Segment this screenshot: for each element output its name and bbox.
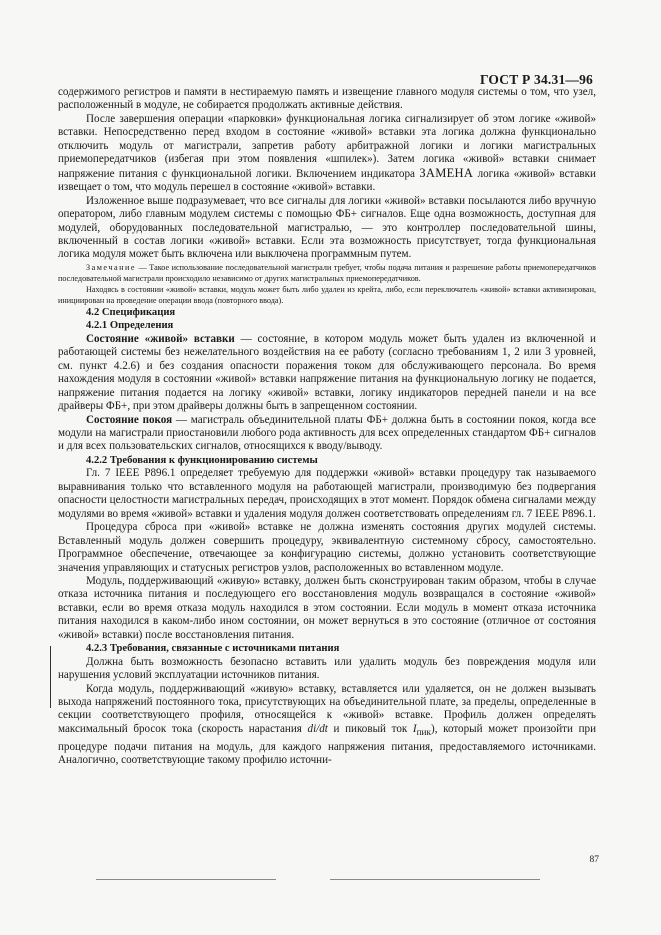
note: Находясь в состоянии «живой» вставки, модуль может быть либо удален из крейта, либо, если переключатель «живой» вставки активизирован, инициирован на проведение операции ввода (повторного ввода). — [58, 284, 596, 305]
paragraph: Должна быть возможность безопасно вставить или удалить модуль без повреждения модуля или нарушения условий эксплуатации источников питания. — [58, 655, 596, 682]
document-body — [58, 86, 596, 768]
section-heading-text: 4.2.3 Требования, связанные с источниками питания — [86, 643, 340, 655]
paragraph: содержимого регистров и памяти в нестираемую память и извещение главного модуля системы о том, что узел, расположенный в модуле, не собирается продолжать активные действия. — [58, 86, 596, 112]
section-heading — [58, 306, 596, 319]
paragraph: Процедура сброса при «живой» вставке не должна изменять состояния других модулей системы. Вставленный модуль должен совершить процедуру, эквивалентную системному сбросу, самостоятельно. Программное обеспечение, отвечающее за конфигурацию системы, должно установить соответствующие значения управляющих и статусных регистров узлов, расположенных во вставленном модуле. — [58, 521, 596, 574]
definition-text: — состояние, в котором модуль может быть удален из включенной и работающей системы без нежелательного воздействия на ее работу (согласно требованиям 1, 2 или 3 уровней, см. пункт 4.2.6) и без создания опасности поражения током для обслуживающего персонала. Во время нахождения модуля в состоянии «живой» вставки напряжение питания на функциональную логику не подается, напряжение питания подается на логику «живой» вставки, логику индикаторов передней панели и на все драйверы ФБ+, при этом драйверы должны быть в запрещенном состоянии. — [58, 332, 596, 413]
paragraph — [58, 113, 596, 195]
document-header: ГОСТ Р 34.31—96 — [479, 72, 593, 87]
note — [58, 262, 596, 284]
text-run: логика «живой» вставки извещает о том, что модуль перешел в состояние «живой» вставки. — [58, 167, 596, 194]
section-heading — [58, 642, 596, 655]
note-label: Замечание — [86, 262, 136, 272]
text-run: Когда модуль, поддерживающий «живую» вставку, вставляется или удаляется, он не должен вызывать выхода напряжений постоянного тока, присутствующих на объединительной плате, за пределы, определенные в секции соответствующего профиля, относящейся к «живой» вставке. Профиль должен определять максимальный бросок тока (скорость нарастания — [58, 682, 596, 735]
formula-current: I — [412, 722, 417, 735]
paragraph — [58, 683, 596, 768]
scan-artifact-line — [96, 879, 276, 880]
section-heading-text: 4.2.1 Определения — [86, 320, 174, 332]
note-text: — Такое использование последовательной магистрали требует, чтобы подача питания и разрешение работы приемопередатчиков последовательной магистрали происходило независимо от других магистральных приемопередатчиков. — [58, 262, 596, 283]
scan-artifact-line — [330, 879, 540, 880]
paragraph: Изложенное выше подразумевает, что все сигналы для логики «живой» вставки посылаются либо вручную оператором, либо главным модулем системы с помощью ФБ+ сигналов. Еще одна возможность, доступная для модулей, оборудованных последовательной магистралью, — это контроллер последовательной шины, включенный в состав логики «живой» вставки. Если эта возможность присутствует, тогда функциональная логика модуля может быть включена или выключена программным путем. — [58, 194, 596, 261]
paragraph: Модуль, поддерживающий «живую» вставку, должен быть сконструирован таким образом, чтобы в случае отказа источника питания и последующего его восстановления модуль возвращался в состояние «живой» вставки, если во время отказа модуль находился в этом состоянии. Если модуль в момент отказа источника питания находился в каком-либо ином состоянии, он может вернуться в это состояние (отличное от состояния «живой» вставки) после восстановления питания. — [58, 574, 596, 641]
definition-term: Состояние покоя — [86, 413, 173, 426]
section-heading-text: 4.2 Спецификация — [86, 306, 176, 318]
definition-term: Состояние «живой» вставки — [86, 332, 235, 345]
margin-change-bar — [50, 646, 51, 708]
indicator-name: ЗАМЕНА — [419, 165, 474, 180]
paragraph: Гл. 7 IEEE P896.1 определяет требуемую для поддержки «живой» вставки процедуру так называемого выравнивания только что вставленного модуля на работающей магистрали, производимую без подвергания опасности целостности магистральных передач, происходящих в этот момент. Порядок обмена сигналами между модулями во время «живой» вставки и удаления модуля должен соответствовать определениям гл. 7 IEEE P896.1. — [58, 467, 596, 520]
formula-didt: di/dt — [307, 722, 328, 735]
formula-subscript: пик — [416, 728, 432, 739]
text-run: После завершения операции «парковки» функциональная логика сигнализирует об этом логике «живой» вставки. Непосредственно перед входом в состояние «живой» вставки эта логика должна функционально отключить модуль от магистрали, запретив работу арбитражной логики и логики магистральных приемопередатчиков (избегая при этом появления «шпилек»). Затем логика «живой» вставки снимает напряжение питания с функциональной логики. Включением индикатора — [58, 112, 596, 180]
definition — [58, 414, 596, 454]
definition — [58, 333, 596, 414]
section-heading-text: 4.2.2 Требования к функционированию системы — [86, 454, 318, 466]
text-run: и пиковый ток — [327, 722, 413, 735]
section-heading — [58, 454, 596, 467]
page-number: 87 — [589, 855, 599, 865]
text-run: ), который может произойти при процедуре подачи питания на модуль, для каждого напряжения питания, предоставляемого источниками. Аналогично, соответствующие такому профилю источни- — [58, 722, 597, 767]
section-heading — [58, 319, 596, 332]
definition-text: — магистраль объединительной платы ФБ+ должна быть в состоянии покоя, когда все модули на магистрали приостановили любого рода активность для всех определенных стандартом ФБ+ сигналов и для всех пользовательских сигналов, относящихся к вводу/выводу. — [58, 413, 596, 453]
